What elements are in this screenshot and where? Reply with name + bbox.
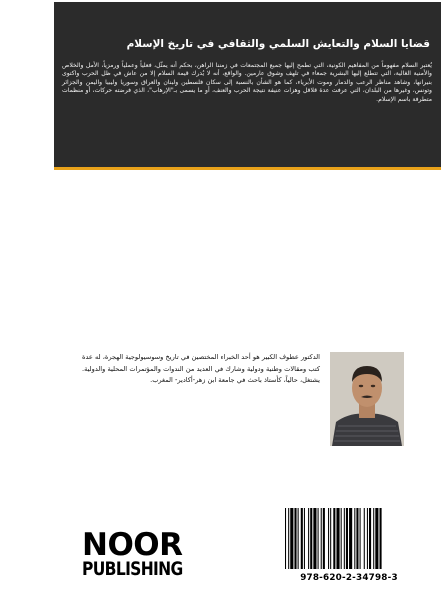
book-synopsis: يُعتبر السلام مفهوماً من المفاهيم الكونية، التي تطمح إليها جميع المجتمعات في زمننا الراهن، بحكم أنه يمثّل، فعلياً وعملياً ورمزياً، الأمل والخلاص والأمنية الغالية، التي تتطلع إليها البشرية جمعاء في تلهف وشوق عارمين. والواقع، أنه لا يُدرك قيمة السلام إلا من عاش في ظل الحرب واكتوى بنيرانها، وشاهد مناظر الرعب والدمار وموت الأبرياء، كما هو الشأن بالنسبة إلى سكان فلسطين ولبنان والعراق وسوريا وليبيا واليمن والجزائر وتونس، وغيرها من البلدان، التي عرفت عدة قلاقل وهزات عنيفة نتيجة الحرب والعنف، أو ما يسمى بـ"الإرهاب"، الذي فرضته حركات، أو منظمات متطرفة باسم الإسلام. [62,62,432,103]
publisher-name: NOOR [82,527,183,563]
author-photo [330,352,404,446]
author-bio: الدكتور عطوف الكبير هو أحد الخبراء المختصين في تاريخ وسوسيولوجية الهجرة، له عدة كتب ومقالات وطنية ودولية وشارك في العديد من الندوات والمؤتمرات المحلية والدولية. يشتغل، حالياً، كأستاذ باحث في جامعة ابن زهر-أكادير- المغرب. [82,353,320,385]
isbn-number: 978-620-2-34798-3 [300,573,398,583]
publisher-logo [82,527,212,580]
book-title: قضايا السلام والتعايش السلمي والثقافي في تاريخ الإسلام [126,38,430,50]
publisher-subtitle: PUBLISHING [82,559,183,580]
isbn-barcode [283,508,415,569]
